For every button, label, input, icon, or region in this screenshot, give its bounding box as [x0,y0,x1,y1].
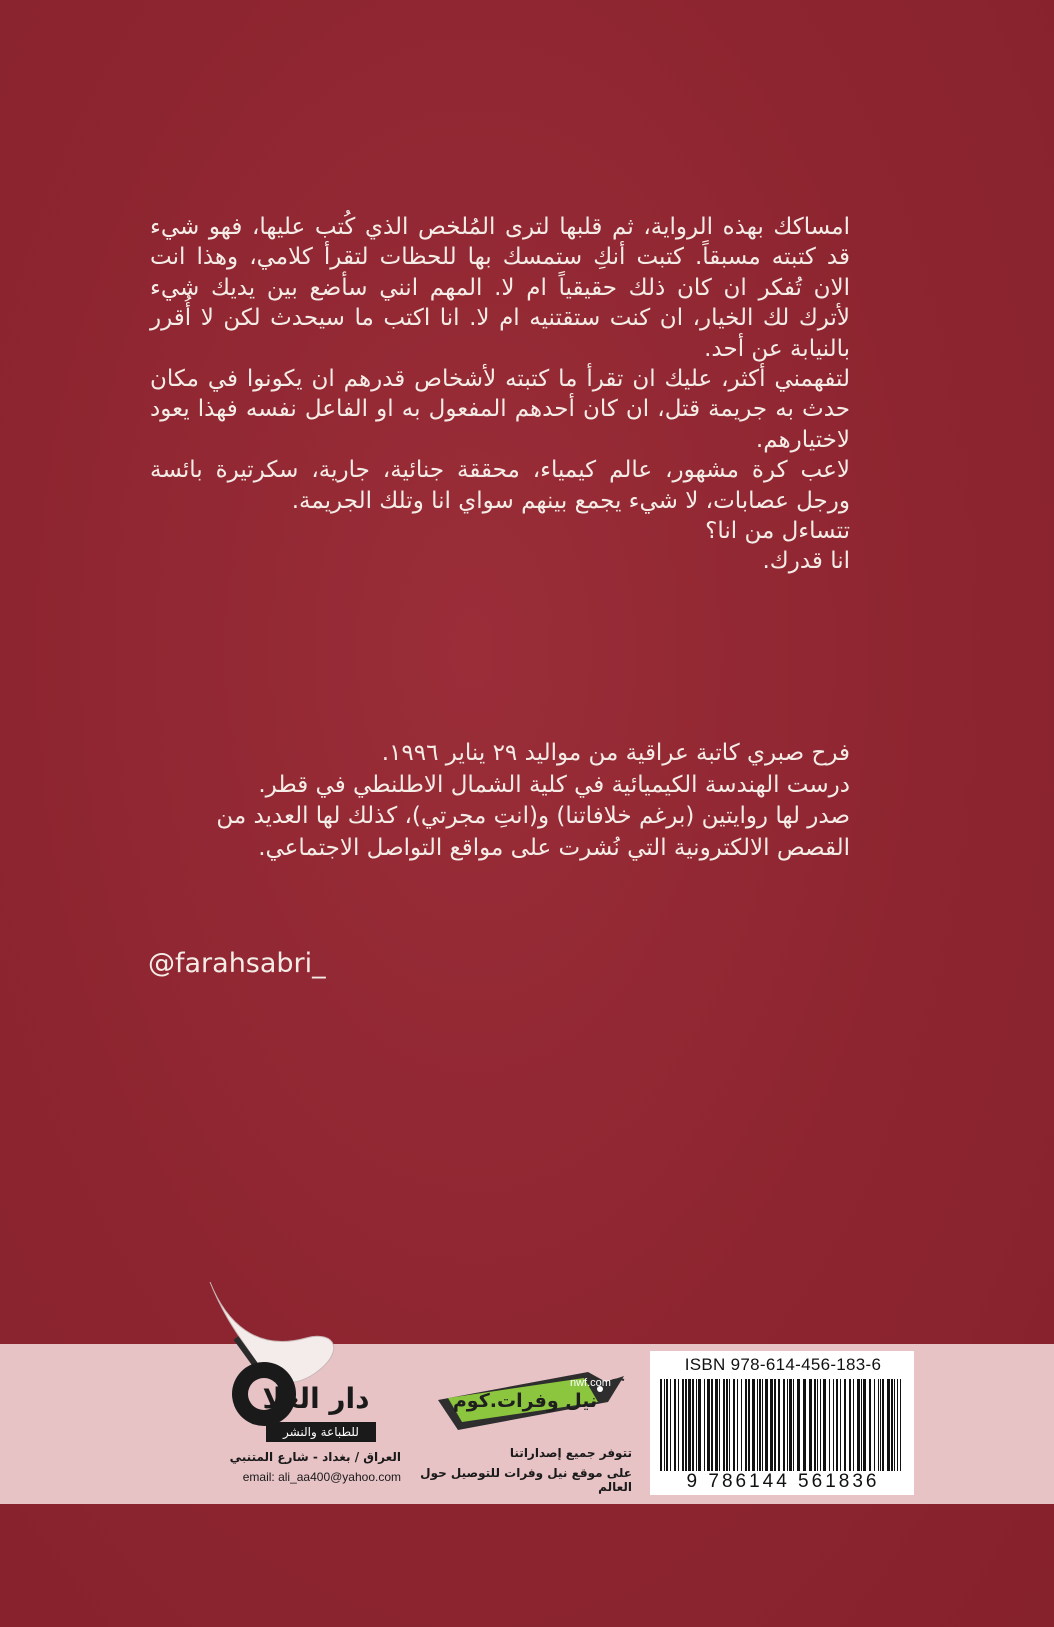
barcode-bar [748,1379,750,1471]
barcode-bar [820,1379,821,1471]
barcode-bar [674,1379,676,1471]
barcode-bar [844,1379,846,1471]
nwf-availability: تتوفر جميع إصداراتنا [509,1446,632,1460]
barcode-bar [874,1379,875,1471]
publisher-logo [196,1282,406,1502]
barcode-bar [762,1379,763,1471]
nwf-delivery: على موقع نيل وفرات للتوصيل حول العالم [420,1466,632,1494]
barcode-bar [692,1379,694,1471]
barcode-bar [704,1379,705,1471]
barcode-bar [809,1379,812,1471]
barcode-bar [741,1379,742,1471]
barcode-bar [745,1379,747,1471]
barcode-bar [711,1379,713,1471]
publisher-name: دار العلا [262,1382,370,1415]
barcode-bar [836,1379,838,1471]
barcode-bar [797,1379,800,1471]
barcode-bar [793,1379,794,1471]
barcode-bar [752,1379,755,1471]
barcode-bar [787,1379,788,1471]
barcode-bar [660,1379,662,1471]
barcode-digits: 9 786144 561836 [686,1471,880,1492]
barcode-bar [696,1379,697,1471]
publisher-email: email: ali_aa400@yahoo.com [242,1470,401,1484]
barcode-bar [891,1379,893,1471]
barcode-bar [757,1379,758,1471]
barcode-bar [670,1379,671,1471]
barcode-bar [774,1379,776,1471]
quill-icon [196,1282,406,1442]
barcode-bar [778,1379,780,1471]
barcode-bar [682,1379,684,1471]
barcode-bar [666,1379,668,1471]
barcode-bar [685,1379,687,1471]
synopsis-paragraph: لتفهمني أكثر، عليك ان تقرأ ما كتبته لأشخاص قدرهم ان يكونوا في مكان حدث به جريمة قتل، ان كان أحدهم المفعول به او الفاعل نفسه فهذا يعود لاختيارهم. [150,366,850,453]
isbn-label: ISBN 978-614-456-183-6 [684,1355,882,1374]
barcode-bar [829,1379,830,1471]
barcode-bar [783,1379,785,1471]
synopsis-paragraph: تتساءل من انا؟ [705,518,850,545]
barcode-bar [833,1379,834,1471]
barcode-bar [688,1379,691,1471]
barcode-bar [894,1379,895,1471]
barcode-bar [857,1379,860,1471]
barcode-bar [759,1379,761,1471]
barcode-bar [878,1379,879,1471]
barcode-bar [897,1379,898,1471]
barcode-bar [664,1379,665,1471]
barcode-bar [723,1379,725,1471]
nwf-url: nwf.com [570,1377,611,1389]
barcode-bar [729,1379,730,1471]
barcode-bar [715,1379,718,1471]
synopsis [150,212,850,577]
publisher-subtitle: للطباعة والنشر [266,1422,376,1442]
barcode-bar [678,1379,679,1471]
barcode-bar [803,1379,806,1471]
bio-line: صدر لها روايتين (برغم خلافاتنا) و(انتِ مجرتي)، كذلك لها العديد من القصص الالكترونية التي نُشرت على مواقع التواصل الاجتماعي. [216,803,850,861]
barcode-bar [900,1379,901,1471]
barcode-bar [887,1379,890,1471]
bio-line: درست الهندسة الكيميائية في كلية الشمال الاطلنطي في قطر. [258,771,850,798]
barcode-bar [861,1379,862,1471]
barcode-bar [869,1379,871,1471]
bio-line: فرح صبري كاتبة عراقية من مواليد ٢٩ يناير ١٩٩٦. [381,740,850,766]
synopsis-paragraph: لاعب كرة مشهور، عالم كيمياء، محققة جنائية، جارية، سكرتيرة بائسة ورجل عصابات، لا شيء يجمع بينهم سواي انا وتلك الجريمة. [150,457,850,514]
nwf-brand: نيل وفرات.كوم [452,1390,598,1412]
barcode-bar [698,1379,701,1471]
barcode-bar [863,1379,866,1471]
barcode-bar [817,1379,818,1471]
barcode-bar [770,1379,773,1471]
synopsis-paragraph: امساكك بهذه الرواية، ثم قلبها لترى المُلخص الذي كُتب عليها، فهو شيء قد كتبته مسبقاً. كتبت أنكِ ستمسك بها للحظات لتقرأ كلامي، وهذا انت الان تُفكر ان كان ذلك حقيقياً ام لا. المهم انني سأضع بين يديك شيء لأترك لك الخيار، ان كنت ستقتنيه ام لا. انا اكتب ما سيحدث لكن لا أُقرر بالنيابة عن أحد. [150,214,850,362]
barcode-bar [880,1379,881,1471]
barcode-bar [719,1379,720,1471]
barcode-bar [726,1379,728,1471]
barcode-bar [823,1379,826,1471]
barcode-bar [733,1379,735,1471]
barcode-bar [840,1379,841,1471]
barcode-bar [737,1379,738,1471]
nwf-badge [420,1356,638,1492]
publisher-address: العراق / بغداد - شارع المتنبي [229,1450,401,1464]
barcode-bar [882,1379,884,1471]
isbn-barcode [650,1351,914,1495]
barcode-bar [707,1379,710,1471]
barcode-bar [814,1379,816,1471]
barcode-bar [765,1379,768,1471]
barcode-bar [849,1379,851,1471]
barcode-bar [853,1379,854,1471]
synopsis-paragraph: انا قدرك. [762,548,850,575]
barcode-icon [658,1379,906,1471]
barcode-bar [789,1379,792,1471]
author-bio [150,738,850,864]
author-handle: @farahsabri_ [148,948,326,979]
